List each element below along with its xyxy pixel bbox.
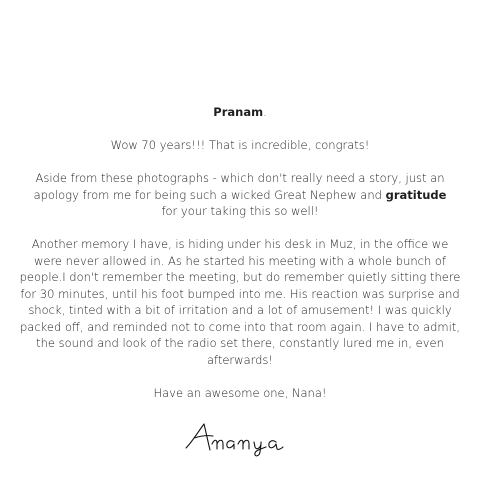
- apology-text-end: for your taking this so well!: [161, 204, 319, 218]
- gratitude-word: gratitude: [385, 187, 447, 202]
- salutation: [16, 104, 464, 121]
- salutation-punctuation: .: [263, 105, 267, 119]
- letter-body: [16, 104, 464, 418]
- apology-paragraph: [16, 170, 464, 220]
- handwritten-signature: [180, 418, 300, 458]
- signature: [0, 418, 480, 458]
- closing-line: Have an awesome one, Nana!: [153, 385, 327, 400]
- apology-text: Aside from these photographs - which don't really need a story, just an apology from me for being such a wicked Great Nephew and: [33, 171, 445, 202]
- salutation-name: Pranam: [213, 105, 264, 119]
- congrats-line: Wow 70 years!!! That is incredible, congrats!: [110, 138, 370, 152]
- memory-paragraph: Another memory I have, is hiding under his desk in Muz, in the office we were never allowed in. As he started his meeting with a whole bunch of people.I don't remember the meeting, but do remember quietly sitting there for 30 minutes, until his foot bumped into me. His reaction was surprise and shock, tinted with a bit of irritation and a lot of amusement! I was quickly packed off, and reminded not to come into that room again. I have to admit, the sound and look of the radio set there, constantly lured me in, even afterwards!: [19, 237, 461, 367]
